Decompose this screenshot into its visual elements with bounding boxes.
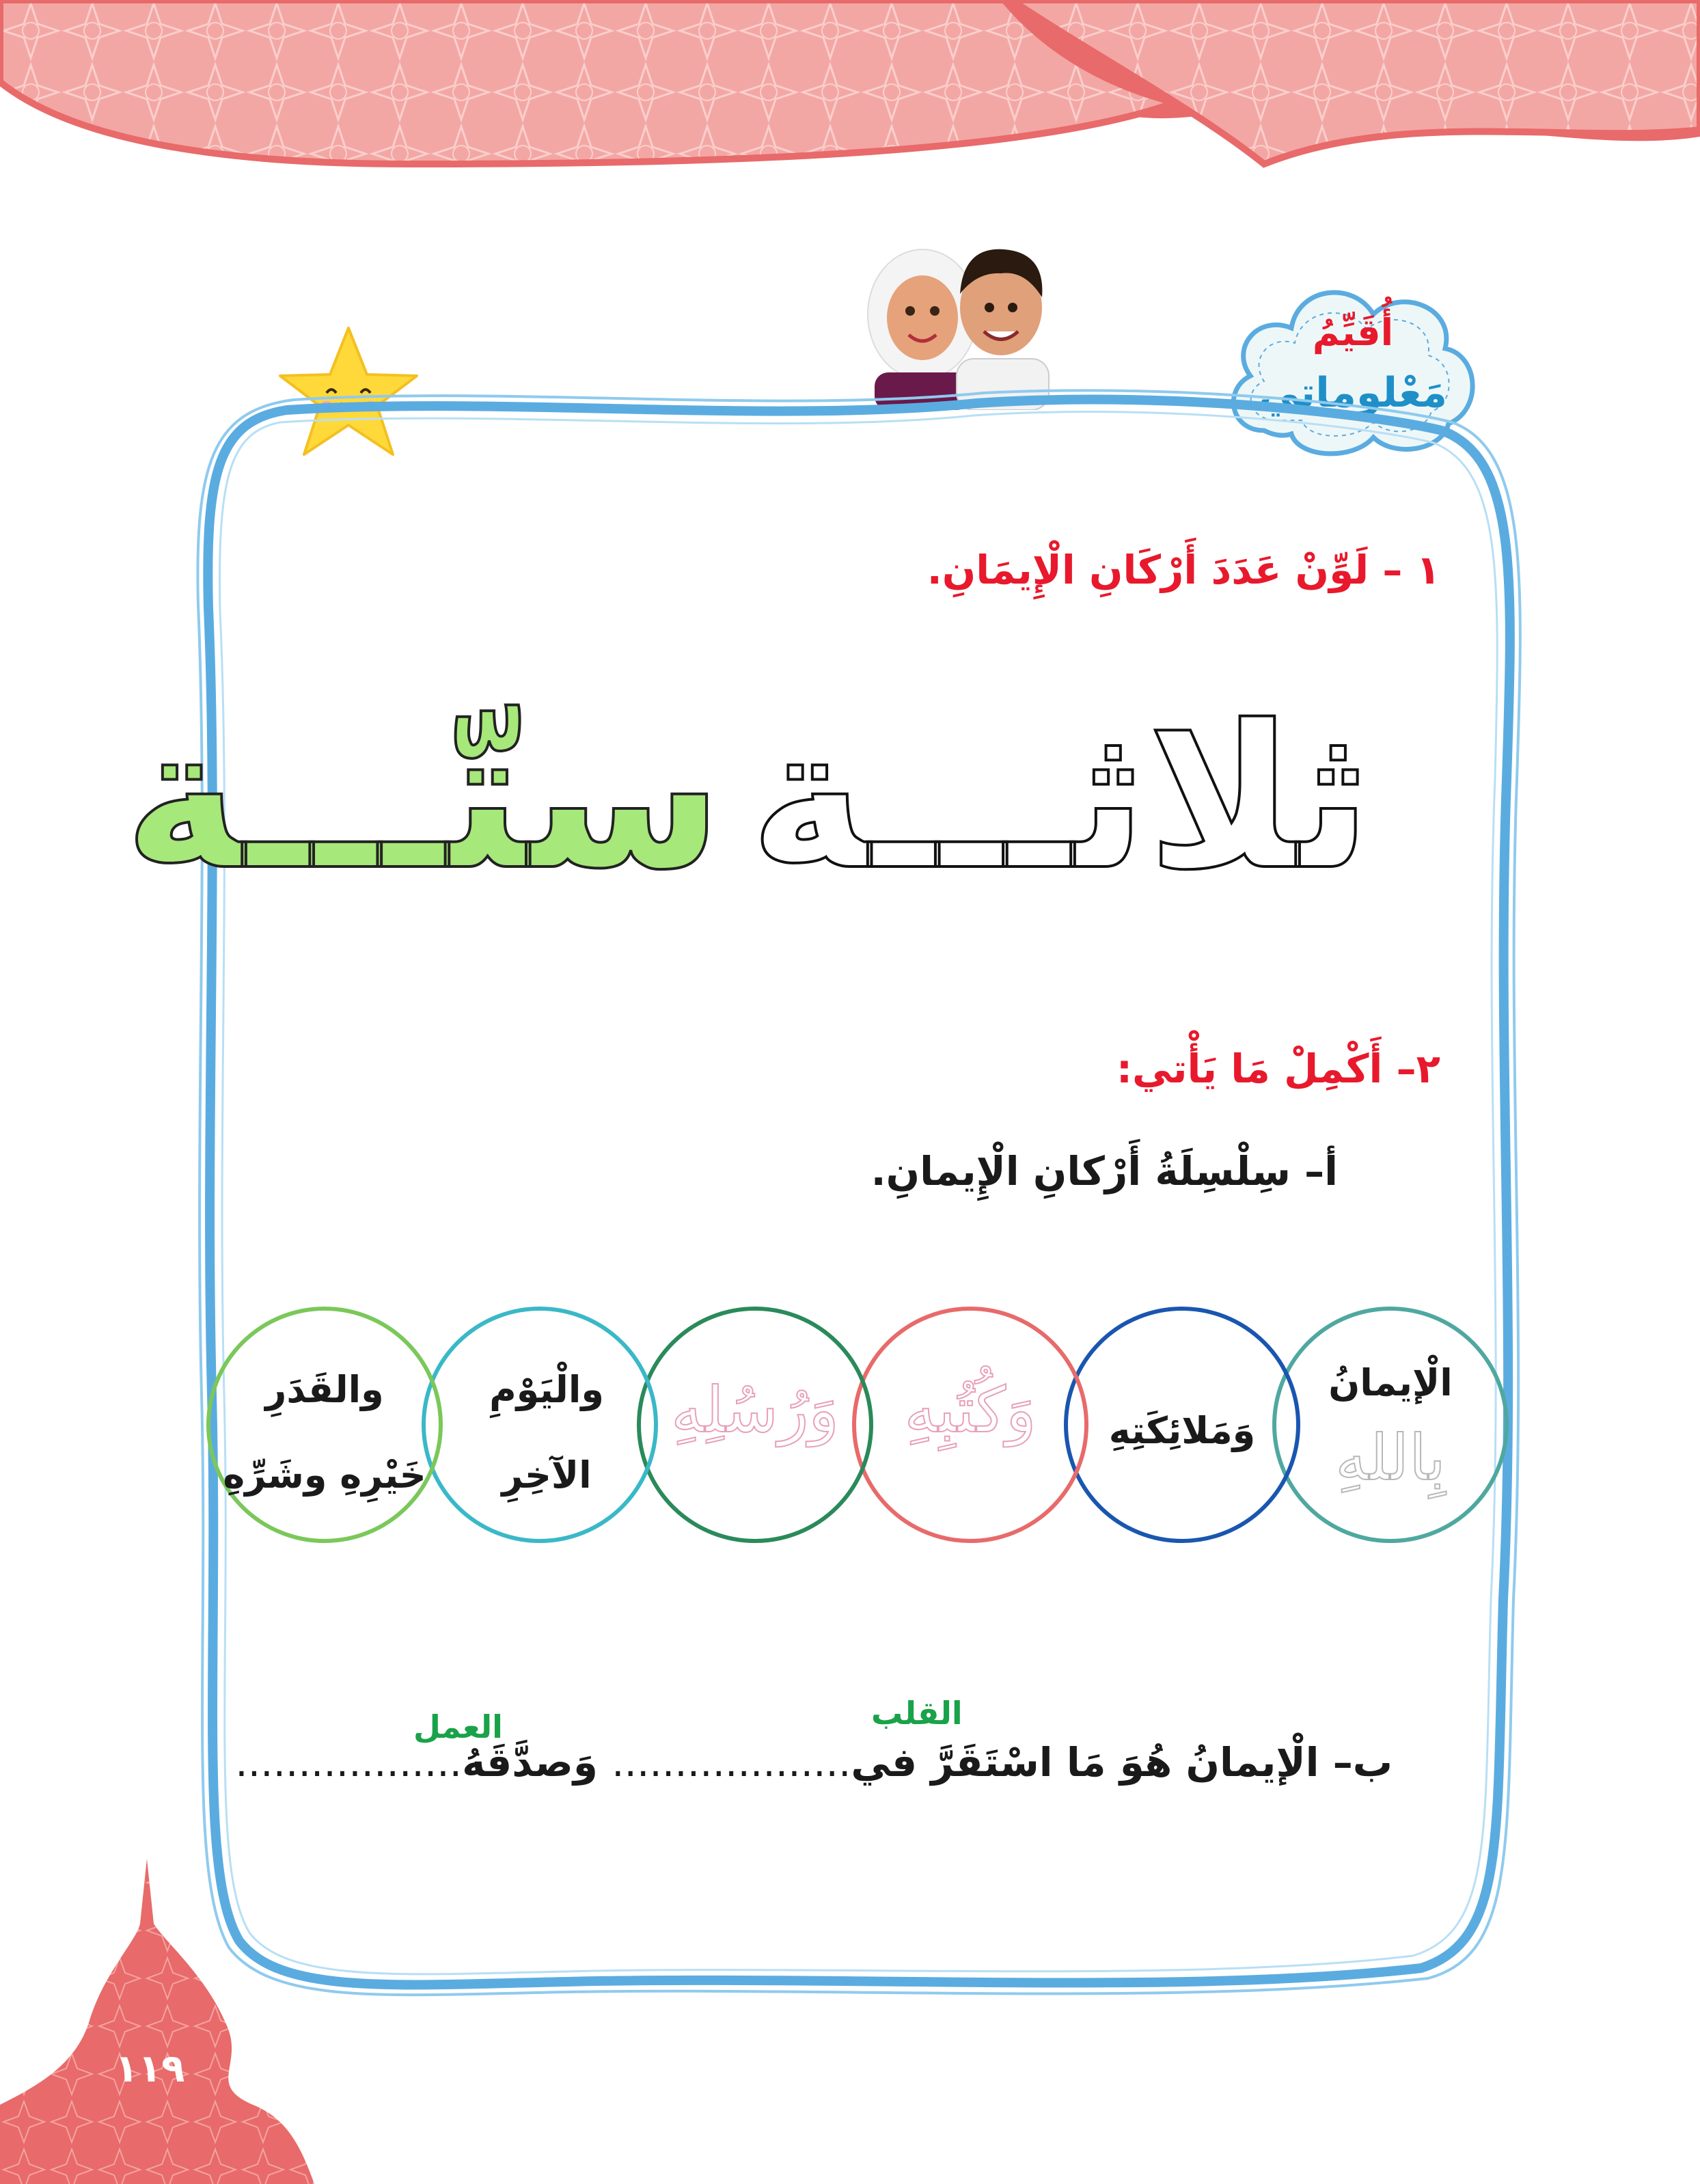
circle-5-line1: والْيَوْمِ [489, 1368, 604, 1411]
circle-1-traced[interactable]: بِاللهِ [1335, 1421, 1446, 1494]
question-2-title: ٢– أَكْمِلْ مَا يَأْتي: [1116, 1046, 1440, 1092]
question-1-title: ١ – لَوِّنْ عَدَدَ أَرْكَانِ الْإِيمَانِ. [927, 547, 1440, 593]
answer-heart: القلب [871, 1695, 963, 1732]
part-b-prefix: ب– الْإيمانُ هُوَ مَا اسْتَقَرَّ في [851, 1739, 1393, 1786]
circle-5-line2: الآخِرِ [502, 1453, 592, 1497]
circle-6-line1: والقَدَرِ [265, 1368, 384, 1411]
blank-1[interactable]: ................... [612, 1739, 851, 1786]
part-a-label: أ– سِلْسِلَةُ أَرْكانِ الْإِيمانِ. [870, 1148, 1338, 1195]
circle-2-text: وَمَلائِكَتِهِ [1108, 1409, 1256, 1452]
answer-deeds: العمل [413, 1708, 503, 1745]
circle-3-traced[interactable]: وَكُتُبِهِ [904, 1374, 1037, 1447]
circle-6-line2: خَيْرِهِ وشَرِّهِ [223, 1453, 426, 1497]
footer-dome-decoration [0, 1859, 314, 2184]
circle-1-text: الْإيمانُ [1328, 1361, 1453, 1404]
badge-title-line2: مَعْلوماتي [1258, 369, 1448, 417]
page-number: ١١٩ [115, 2047, 185, 2091]
circle-4-traced[interactable]: وَرُسُلِهِ [671, 1374, 839, 1447]
option-three[interactable]: ثلاثـــة [749, 683, 1372, 914]
part-b-sentence [235, 1739, 1393, 1786]
chain-circle-6 [208, 1309, 441, 1541]
part-b-middle: وَصدَّقَهُ [462, 1739, 598, 1786]
badge-title-line1: أُقَيِّمُ [1312, 311, 1394, 354]
blank-2[interactable]: .................. [235, 1739, 463, 1786]
chain-circle-5 [424, 1309, 656, 1541]
header-pattern-band [0, 0, 1700, 205]
option-six-colored[interactable]: ستّـــة [124, 683, 723, 914]
